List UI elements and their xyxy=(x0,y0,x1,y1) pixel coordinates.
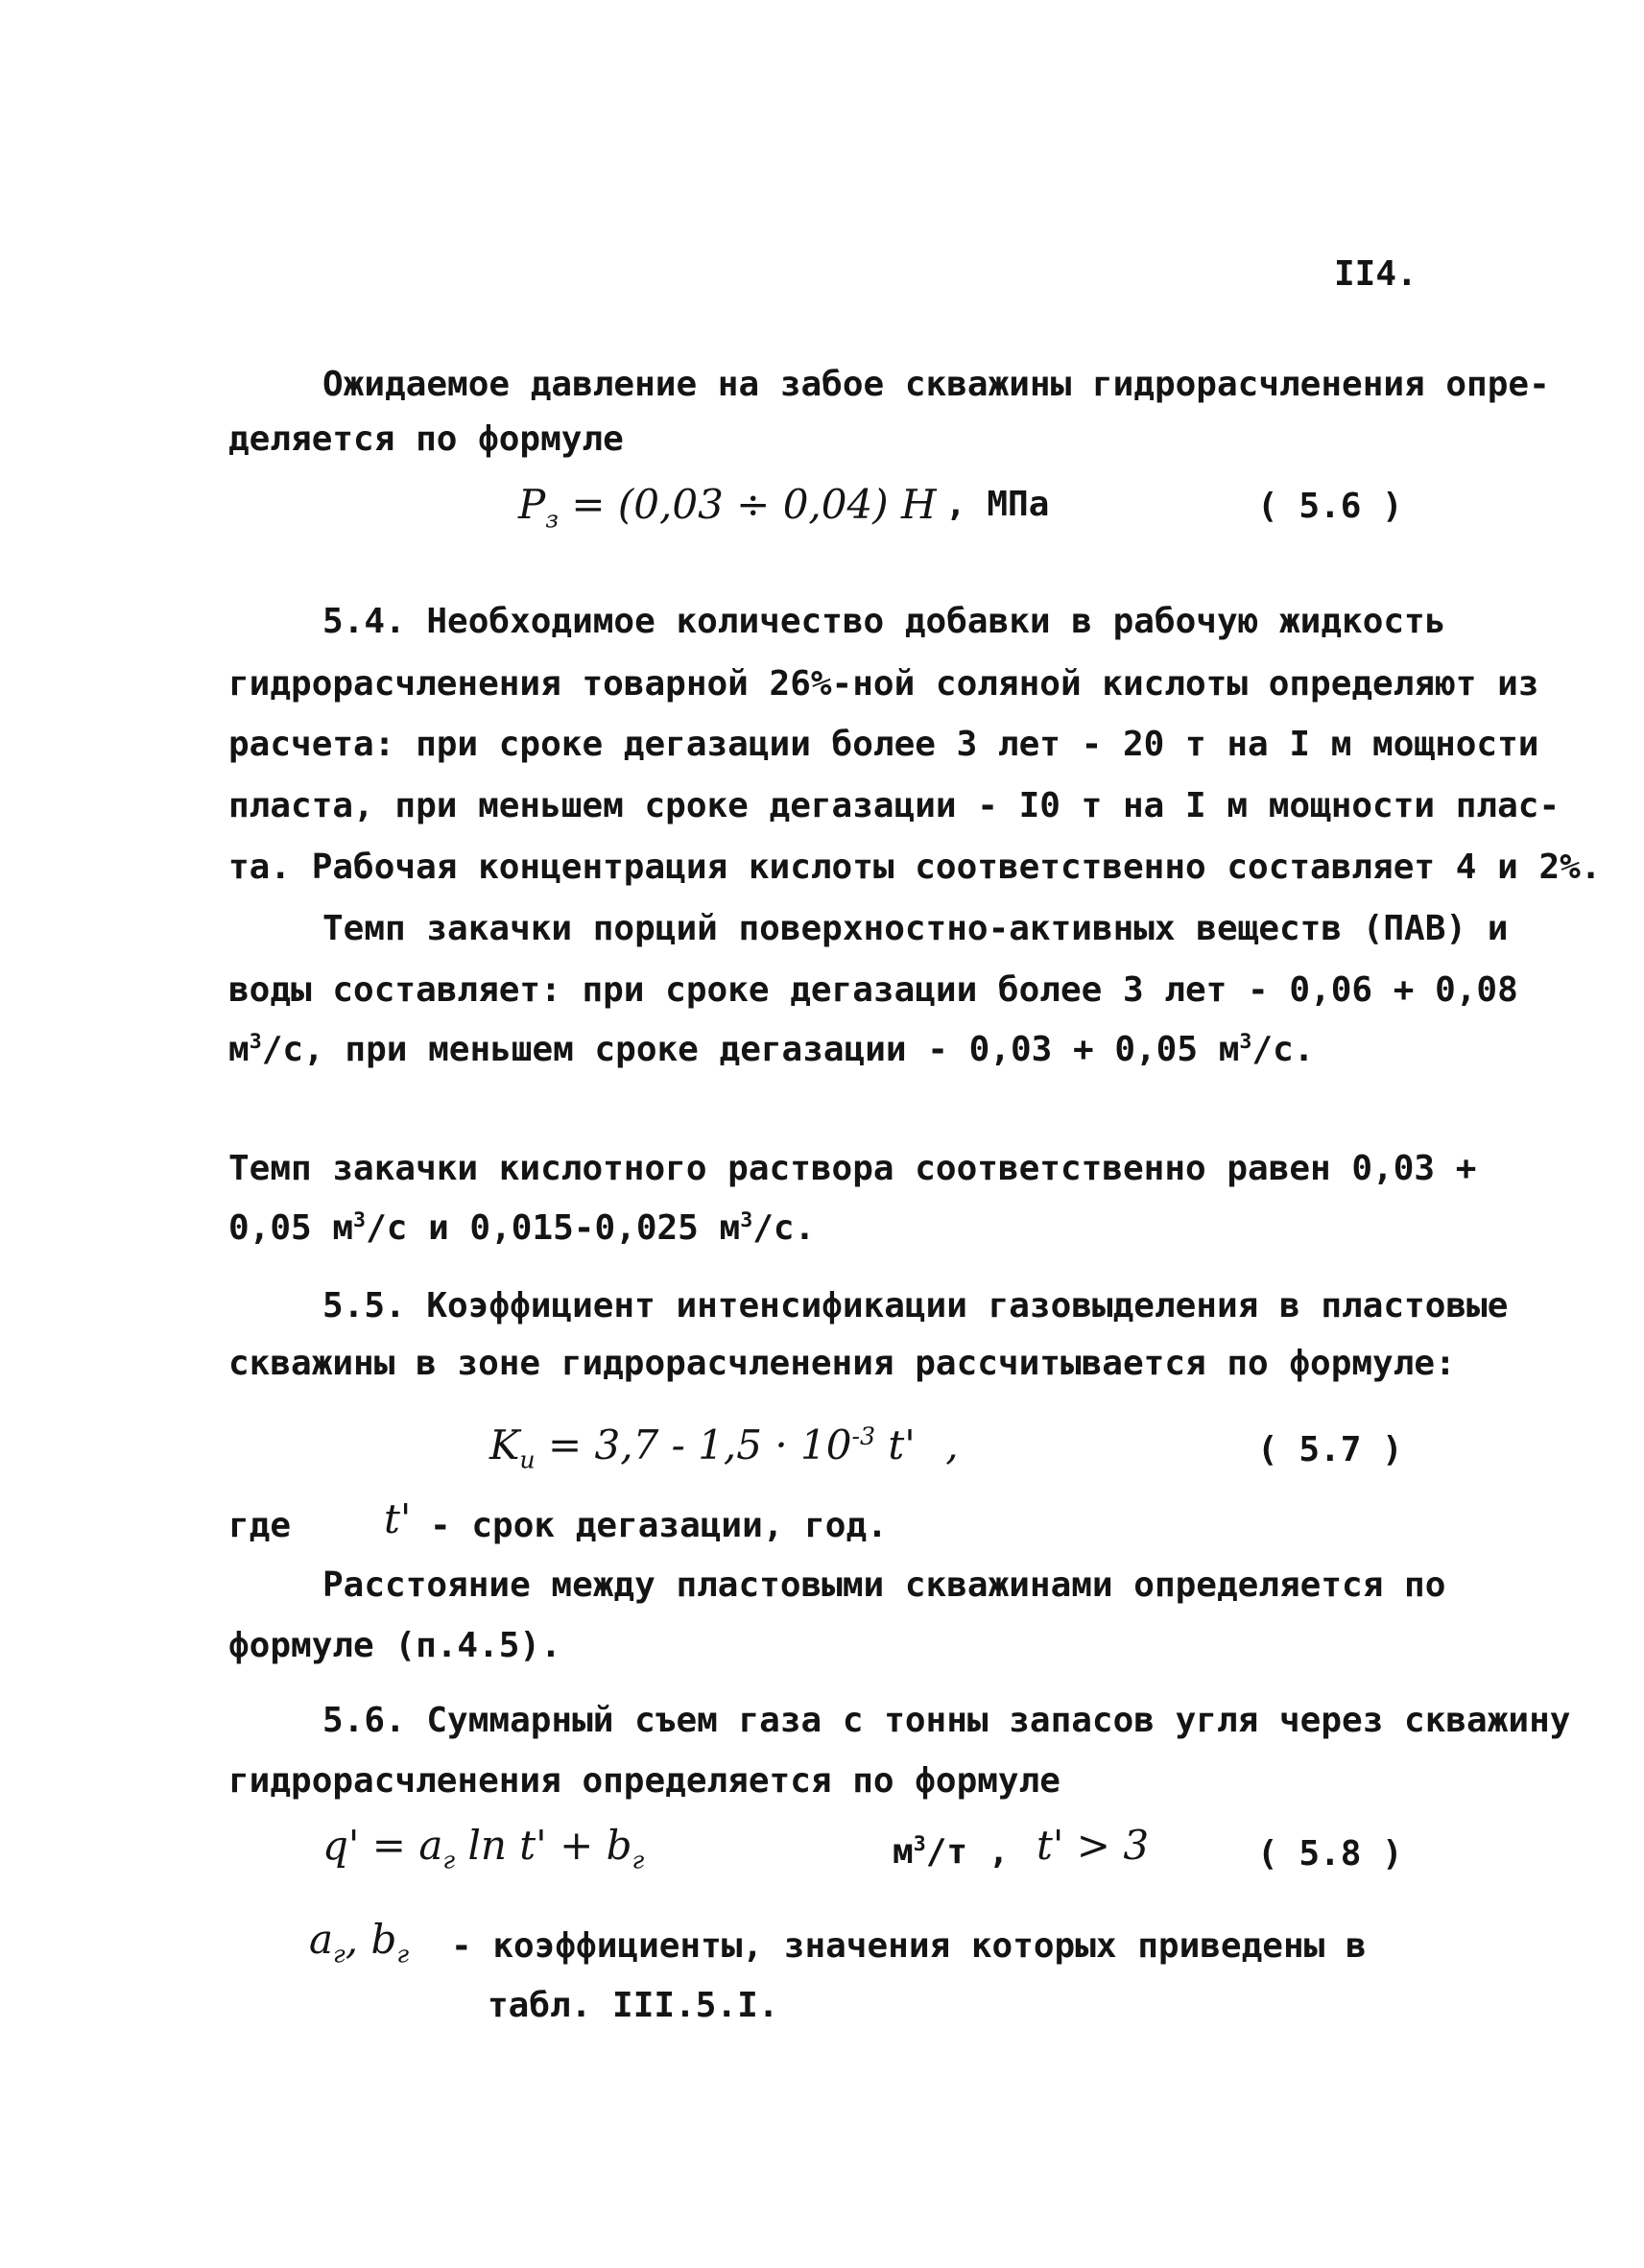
paragraph-line: гидрорасчленения определяется по формуле xyxy=(228,1761,1060,1801)
formula-unit: , МПа xyxy=(945,485,1050,524)
paragraph-line: воды составляет: при сроке дегазации более 3 лет - 0,06 + 0,08 xyxy=(228,970,1518,1010)
superscript: 3 xyxy=(249,1030,262,1054)
equation-number: ( 5.6 ) xyxy=(1257,487,1403,526)
formula-punctuation: , xyxy=(945,1421,959,1468)
formula-unit xyxy=(893,1832,1010,1872)
where-symbol: t' xyxy=(384,1495,412,1542)
paragraph-line: формуле (п.4.5). xyxy=(228,1626,561,1665)
paragraph-line: пласта, при меньшем сроке дегазации - I0 т на I м мощности плас- xyxy=(228,786,1561,825)
formula-5-7 xyxy=(489,1421,959,1474)
formula-rhs: = 3,7 - 1,5 · 10 xyxy=(547,1421,852,1468)
page-number: II4. xyxy=(1334,254,1418,294)
paragraph-line: 5.6. Суммарный съем газа с тонны запасов угля через скважину xyxy=(322,1701,1571,1740)
text-fragment: /с и 0,015-0,025 м xyxy=(366,1208,741,1248)
formula-rhs: ln t' + b xyxy=(467,1822,632,1869)
text-fragment: м xyxy=(893,1832,914,1872)
formula-5-8 xyxy=(322,1822,645,1874)
text-fragment: /с, при меньшем сроке дегазации - 0,03 + 0,05 м xyxy=(261,1030,1240,1069)
formula-condition: t' > 3 xyxy=(1036,1822,1150,1869)
formula-superscript: -3 xyxy=(851,1422,876,1450)
text-fragment: м xyxy=(228,1030,250,1069)
formula-subscript: г xyxy=(396,1940,410,1969)
paragraph-line: скважины в зоне гидрорасчленения рассчитывается по формуле: xyxy=(228,1344,1456,1383)
text-fragment: /с. xyxy=(1251,1030,1315,1069)
paragraph-line: 5.4. Необходимое количество добавки в рабочую жидкость xyxy=(322,602,1446,641)
text-fragment: 0,05 м xyxy=(228,1208,354,1248)
formula-lhs: q' = a xyxy=(322,1822,443,1869)
paragraph-line: та. Рабочая концентрация кислоты соответственно составляет 4 и 2%. xyxy=(228,848,1602,887)
equation-number: ( 5.8 ) xyxy=(1257,1834,1403,1874)
equation-number: ( 5.7 ) xyxy=(1257,1430,1403,1469)
paragraph-line: 5.5. Коэффициент интенсификации газовыделения в пластовые xyxy=(322,1286,1509,1325)
superscript: 3 xyxy=(913,1832,926,1856)
formula-lhs: K xyxy=(489,1421,520,1468)
paragraph-line xyxy=(228,1030,1315,1069)
formula-subscript: з xyxy=(545,505,560,534)
formula-subscript: г xyxy=(631,1846,645,1874)
where-text: - срок дегазации, год. xyxy=(430,1506,888,1545)
formula-subscript: г xyxy=(442,1846,456,1874)
formula-variable: a xyxy=(309,1916,334,1963)
paragraph-line: Темп закачки порций поверхностно-активных веществ (ПАВ) и xyxy=(322,909,1509,948)
coefficient-symbols xyxy=(309,1916,410,1969)
paragraph-line: Темп закачки кислотного раствора соответственно равен 0,03 + xyxy=(228,1149,1477,1188)
formula-variable: t' xyxy=(888,1421,916,1468)
coefficient-text: - коэффициенты, значения которых приведены в xyxy=(451,1926,1367,1966)
superscript: 3 xyxy=(1239,1030,1252,1054)
superscript: 3 xyxy=(353,1208,367,1232)
text-fragment: /т , xyxy=(925,1832,1010,1872)
paragraph-line: гидрорасчленения товарной 26%-ной соляной кислоты определяют из xyxy=(228,664,1539,704)
superscript: 3 xyxy=(740,1208,753,1232)
formula-subscript: г xyxy=(333,1940,345,1969)
paragraph-line xyxy=(228,1208,816,1248)
formula-lhs: P xyxy=(518,481,546,528)
paragraph-line: Ожидаемое давление на забое скважины гидрорасчленения опре- xyxy=(322,365,1550,404)
where-label: где xyxy=(228,1506,292,1545)
coefficient-text-line2: табл. III.5.I. xyxy=(488,1986,779,2025)
formula-subscript: и xyxy=(519,1445,536,1474)
paragraph-line: расчета: при сроке дегазации более 3 лет - 20 т на I м мощности xyxy=(228,725,1539,764)
formula-variable: , b xyxy=(345,1916,397,1963)
text-fragment: /с. xyxy=(752,1208,816,1248)
formula-rhs: = (0,03 ÷ 0,04) H xyxy=(571,481,937,528)
paragraph-line: деляется по формуле xyxy=(228,419,624,459)
paragraph-line: Расстояние между пластовыми скважинами определяется по xyxy=(322,1565,1446,1605)
formula-5-6 xyxy=(518,481,937,534)
